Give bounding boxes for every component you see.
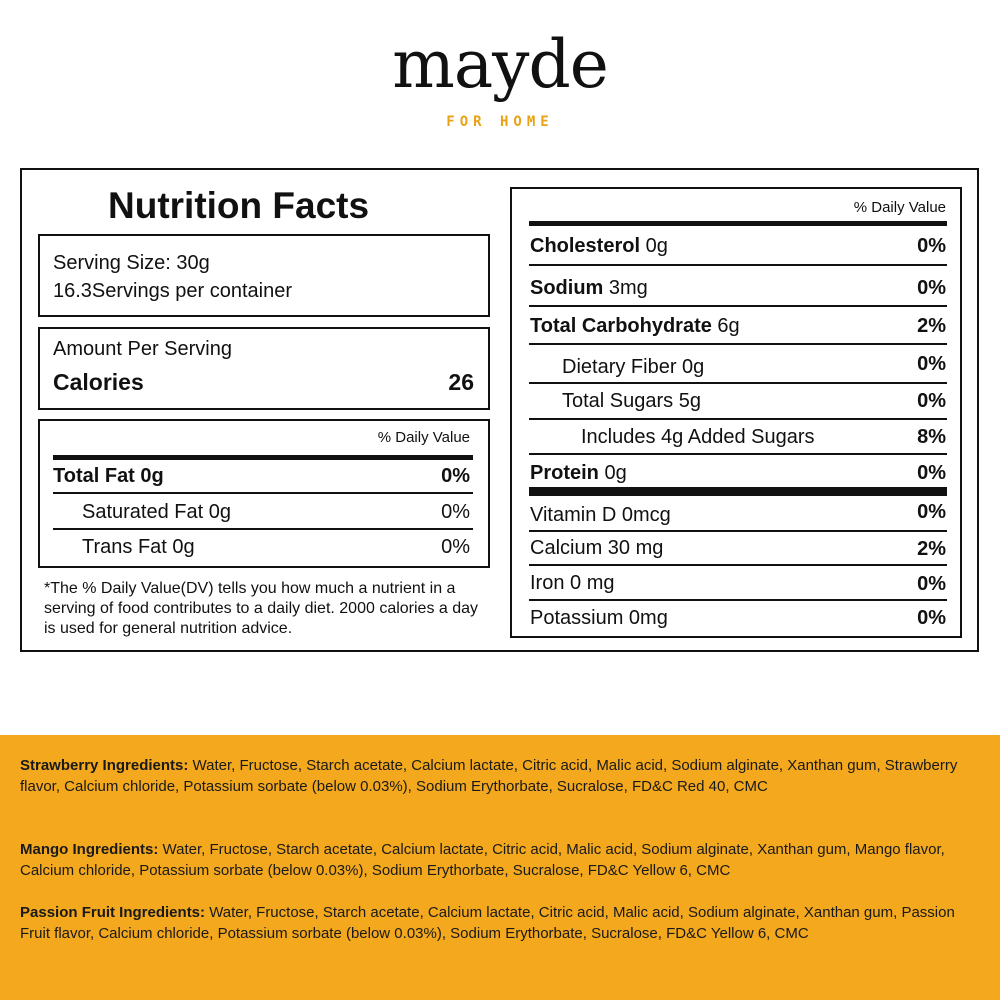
ingredients-label: Strawberry Ingredients: xyxy=(20,757,189,774)
total-sugars-label: Total Sugars 5g xyxy=(562,390,701,412)
added-sugars-dv: 8% xyxy=(917,426,946,448)
fat-rule-2 xyxy=(53,528,473,530)
total-fat-dv: 0% xyxy=(441,465,470,487)
calories-label: Calories xyxy=(53,369,144,395)
protein-dv: 0% xyxy=(917,462,946,484)
ingredients-label: Passion Fruit Ingredients: xyxy=(20,904,206,921)
brand-header xyxy=(0,28,1000,130)
daily-value-footnote: *The % Daily Value(DV) tells you how much a nutrient in a serving of food contributes to a daily diet. 2000 calories a day is used for general nutrition advice. xyxy=(44,580,479,637)
total-carbohydrate-dv: 2% xyxy=(917,315,946,337)
trans-fat-dv: 0% xyxy=(441,536,470,558)
added-sugars-label: Includes 4g Added Sugars xyxy=(581,426,815,448)
right-rule-3 xyxy=(529,343,947,345)
dietary-fiber-label: Dietary Fiber 0g xyxy=(562,356,705,378)
protein-label: Protein 0g xyxy=(530,462,627,484)
vitamin-d-dv: 0% xyxy=(917,501,946,523)
right-rule-2 xyxy=(529,305,947,307)
saturated-fat-dv: 0% xyxy=(441,501,470,523)
amount-per-serving: Amount Per Serving xyxy=(53,338,232,360)
sodium-dv: 0% xyxy=(917,277,946,299)
total-sugars-dv: 0% xyxy=(917,390,946,412)
left-daily-value-header: % Daily Value xyxy=(377,429,470,446)
dietary-fiber-dv: 0% xyxy=(917,353,946,375)
total-fat-label: Total Fat 0g xyxy=(53,465,164,487)
brand-logo: mayde xyxy=(392,26,608,103)
left-thick-rule xyxy=(53,455,473,460)
right-rule-9 xyxy=(529,599,947,601)
total-carbohydrate-label: Total Carbohydrate 6g xyxy=(530,315,740,337)
right-rule-4 xyxy=(529,382,947,384)
serving-size: Serving Size: 30g xyxy=(53,252,210,274)
right-thick-rule-top xyxy=(529,221,947,226)
servings-per-container: 16.3Servings per container xyxy=(53,280,293,302)
right-daily-value-header: % Daily Value xyxy=(853,199,946,216)
right-rule-1 xyxy=(529,264,947,266)
iron-label: Iron 0 mg xyxy=(530,572,615,594)
cholesterol-dv: 0% xyxy=(917,235,946,257)
calcium-label: Calcium 30 mg xyxy=(530,537,664,559)
trans-fat-label: Trans Fat 0g xyxy=(82,536,195,558)
right-rule-7 xyxy=(529,530,947,532)
right-rule-6 xyxy=(529,453,947,455)
right-rule-5 xyxy=(529,418,947,420)
ingredients-text: Water, Fructose, Starch acetate, Calcium lactate, Citric acid, Malic acid, Sodium alginate, Xanthan gum, Mango flavor, Calcium chloride, Potassium sorbate (below 0.03%), Sodium Erythorbate, Sucralose, FD&C Yellow 6, CMC xyxy=(20,841,945,879)
potassium-label: Potassium 0mg xyxy=(530,607,668,629)
cholesterol-label: Cholesterol 0g xyxy=(530,235,668,257)
right-rule-8 xyxy=(529,564,947,566)
sodium-label: Sodium 3mg xyxy=(530,277,648,299)
vitamin-d-label: Vitamin D 0mcg xyxy=(530,504,671,526)
ingredients-section xyxy=(0,735,1000,1000)
passion-fruit-ingredients xyxy=(20,902,970,944)
potassium-dv: 0% xyxy=(917,607,946,629)
ingredients-text: Water, Fructose, Starch acetate, Calcium lactate, Citric acid, Malic acid, Sodium alginate, Xanthan gum, Passion Fruit flavor, Calcium chloride, Potassium sorbate (below 0.03%), Sodium Erythorbate, Sucralose, FD&C Yellow 6, CMC xyxy=(20,904,955,942)
ingredients-text: Water, Fructose, Starch acetate, Calcium lactate, Citric acid, Malic acid, Sodium alginate, Xanthan gum, Strawberry flavor, Calcium chloride, Potassium sorbate (below 0.03%), Sodium Erythorbate, Sucralose, FD&C Red 40, CMC xyxy=(20,757,958,795)
saturated-fat-label: Saturated Fat 0g xyxy=(82,501,231,523)
mango-ingredients xyxy=(20,839,970,881)
right-thick-rule-bottom xyxy=(529,487,947,496)
calcium-dv: 2% xyxy=(917,538,946,560)
serving-box xyxy=(38,234,490,317)
calories-value: 26 xyxy=(448,369,474,395)
nutrition-facts-title: Nutrition Facts xyxy=(108,185,370,226)
strawberry-ingredients xyxy=(20,755,970,797)
iron-dv: 0% xyxy=(917,573,946,595)
brand-subtitle: FOR HOME xyxy=(446,114,554,130)
fat-rule-1 xyxy=(53,492,473,494)
ingredients-label: Mango Ingredients: xyxy=(20,841,159,858)
